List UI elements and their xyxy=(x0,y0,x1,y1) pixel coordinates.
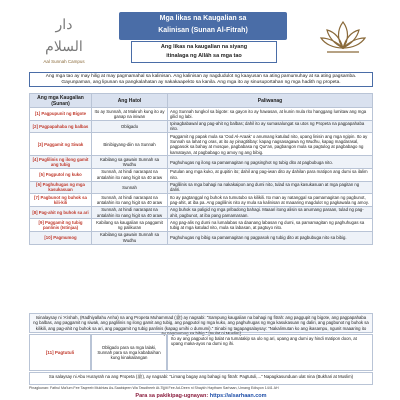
sunan-ruling: Binibigyang-diin na Sunnah xyxy=(92,133,168,156)
sunan-name: [11] Pagtutuli xyxy=(29,334,91,371)
sunan-ruling: Kabilang sa kaugalian sa paggamit ng palikuran xyxy=(92,219,168,232)
sunan-ruling: Obligado xyxy=(92,120,168,133)
table-header-row xyxy=(30,94,373,108)
sunan-name: [8] Pag-ahit ng buhok sa ari xyxy=(30,206,92,219)
sunan-explanation: Ang pag-alis ng dumi na lumalabas sa daanang labasan ng dumi, sa pamamagitan ng paghuhugas sa tubig at mga katulad nito, mula sa labasan, at pagtuyo nito. xyxy=(168,219,373,232)
contact-label: Para sa pakikipag-ugnayan: xyxy=(135,393,209,399)
sunan-explanation: Paggamit ng papak mula sa 'Ood Al-Araak' o anumang katulad nito, upang linisin ang mga ngipin. Ito ay Sunnah sa lahat ng oras, at ito ay pinagtitibay: kapag nagsasagawa ng Wudhu, kapag magdarasal, pagpasok sa bahay at mosque, pagbabasa ng Qur'an, pagbangon mula sa pagtulog at pagbabago ng kamatayan, at pagbabago ng amoy ng ang bibig. xyxy=(168,133,373,156)
table-row xyxy=(30,231,373,244)
subtitle-line-1: Ang likas na kaugalian na siyang xyxy=(160,44,248,50)
table-row xyxy=(30,168,373,181)
header-explanation: Paliwanag xyxy=(168,94,373,108)
campus-logo xyxy=(35,14,93,64)
sunan-name: [10] Pagmumog xyxy=(30,231,92,244)
document-header xyxy=(29,10,373,72)
sunan-ruling: Sunnah, at hindi nararapat na antalahin ito nang higit sa 40 araw xyxy=(92,168,168,181)
document-subtitle xyxy=(131,41,277,63)
sunan-ruling: Sunnah, at hindi nararapat na antalahin ito nang higit sa 40 araw xyxy=(92,194,168,207)
sunan-explanation: Paghuhugas ng ilong sa pamamagitan ng pagsinghot ng tubig dito at pagbubuga nito. xyxy=(168,156,373,169)
sunan-name: [7] Pagbunot ng buhok sa kili-kili xyxy=(30,194,92,207)
sunan-name: [2] Pagpapahaba ng balbas xyxy=(30,120,92,133)
sunan-name: [1] Pagpupunit ng Bigote xyxy=(30,108,92,121)
sunan-explanation: Ang Sunnah tungkol sa bigote: sa gayon ito ay hawasan, at kunin mula rito hanggang lumitaw ang mga gilid ng labi. xyxy=(168,108,373,121)
sunan-ruling: Obligado para sa mga lalaki, Sunnah para sa mga kababaihan kung kinakailangan xyxy=(91,334,167,371)
sunan-ruling: Kabilang sa gawain Sunnah sa Wudhu xyxy=(92,156,168,169)
table-row xyxy=(30,108,373,121)
table-row xyxy=(30,133,373,156)
table-row-circumcision xyxy=(29,334,373,371)
website-link[interactable]: https://alsarhaan.com xyxy=(209,393,267,399)
sunan-name: [3] Paggamit ng Siwak xyxy=(30,133,92,156)
sunan-explanation: Paghuhugas ng bibig sa pamamagitan ng pagpasok ng tubig dito at pagbubuga nito sa bibig. xyxy=(168,231,373,244)
sunan-explanation: Paglilinis sa mga bahagi na nakakaipon ang dumi nito, tulad sa mga kasukasuan at mga pagitan ng daliri. xyxy=(168,181,373,194)
header-ruling: Ang Hatol xyxy=(92,94,168,108)
contact-footer xyxy=(29,393,373,399)
sunan-explanation: Ito ay ang pagputol ng balat na tumatakip sa ulo ng ari, upang ang dumi ay hindi matipon doon, at upang maka-ayos na dumi ng ihi. xyxy=(167,334,373,371)
document-title xyxy=(119,12,287,40)
title-line-2: Kalinisan (Sunan Al-Fitrah) xyxy=(158,27,248,34)
logo-arabic-text: دار السلام xyxy=(45,17,83,55)
sunan-ruling: Sunnah, at hindi nararapat na antalahin ito nang higit sa 40 araw xyxy=(92,206,168,219)
sunan-ruling: Sunnah xyxy=(92,181,168,194)
table-row xyxy=(30,156,373,169)
closing-hadith: Sa salaysay ni Abu Hurayrah na ang Propeta (ﷺ), ay nagsabi: "Limang bagay ang bahagi ng fitrah: Pagtutuli,..." Napagkasunduan ulat nina (Bukhari at Muslim) xyxy=(29,372,373,385)
table-row xyxy=(30,206,373,219)
sunan-table xyxy=(29,93,373,245)
subtitle-line-2: itinalaga ng Allāh sa mga tao xyxy=(166,53,242,59)
table-row xyxy=(30,219,373,232)
sunan-ruling: Kabilang sa gawain Sunnah sa Wudhu xyxy=(92,231,168,244)
table-row xyxy=(30,120,373,133)
sunan-explanation: Ipinagbabawal ang pag-ahit ng balbas; dahil ito ay sumasalungat sa utos ng Propeta na pagpapahaba nito. xyxy=(168,120,373,133)
sunan-name: [4] Paglilinis ng ilong gamit ang tubig xyxy=(30,156,92,169)
table-row xyxy=(30,194,373,207)
sunan-name: [5] Pagputol ng kuko xyxy=(30,168,92,181)
sunan-name: [6] Paghuhugas ng mga kasukasuan xyxy=(30,181,92,194)
sunan-name: [9] Paggamit ng tubig panlinis (Istinjaa) xyxy=(30,219,92,232)
header-sunan: Ang mga Kaugalian (Sunan) xyxy=(30,94,92,108)
sunan-ruling: Ito ay Sunnah, at Makruh kung ito ay ganap na iniwan xyxy=(92,108,168,121)
hadith-quote: Isinalaysay ni 'A'ishah, (Radhiyallahu Anha) na ang Propeta Muhammad (ﷺ) ay nagsabi: "Sampung kaugalian na bahagi ng fitrah: ang paggupit ng bigote, ang pagpapahaba ng balbas, ang paggamit ng siwak, ang paglilinis ng ilong gamit ang tubig, ang pagputol ng mga kuko, ang paghuhugas ng mga kasukasuan ng daliri, ang pagbunot ng buhok sa kilikili, ang pag-ahit ng buhok sa ari, ang paggamit ng tubig panlinis (kapag umihi o dumumi)." Sinabi ng tagapagsalaysay: "Nakalimutan ko ang ikasampu, ngunit maaaring ito ay pagmumog sa bibig." [Inulat ni Muslim] xyxy=(29,313,373,333)
title-line-1: Mga likas na Kaugalian sa xyxy=(159,15,247,22)
lotus-ornament-icon xyxy=(317,16,369,56)
sunan-explanation: Ang buhok sa paligid ng mga pribadong bahagi. Maaari itong alisin sa anumang paraan, tulad ng pag-ahit, pagbunot, at iba pang pamamaraan. xyxy=(168,206,373,219)
intro-paragraph: Ang mga tao ay may hilig at may pagmamahal sa kalinisan. Ang kalinisan ay nagdudulot ng kaayusan sa ating pamumuhay at sa ating pagsamba. Gayunpaman, ang lipunan sa pangkalahatan ay nakakaapekto sa kanila. Ang mga ito ay sinusuportahan ng mga hadith ng propeta. xyxy=(29,72,373,87)
sunan-explanation: Ito ay pagtanggal ng buhok na tumutubo sa kilikili. Ito man ay natanggal sa pamamagitan ng pagbunot, pag-ahit, at iba pa. Ang paglilinis nito ay mula sa kalinisan at maaaring magdulot ng pagkawala ng amoy. xyxy=(168,194,373,207)
table-row xyxy=(30,181,373,194)
sunan-explanation: Putulan ang mga kuko, at gupitin ito; dahil ang pag-iwan dito ay dahilan para matipon ang dumi sa ilalim nito. xyxy=(168,168,373,181)
logo-brand-text: Aal Sunnah Campus xyxy=(43,59,85,64)
sources-note: Pinagkunan: Fathul Ma'lum Fee Taqreeb Mukhtas As-Saabiqeen Wa Tawdheeh At-Tijjiti Fee Ad-Deen ni Shaykh Haytham Sarhaan, Umang Edisyon 1441 AH xyxy=(29,386,279,390)
